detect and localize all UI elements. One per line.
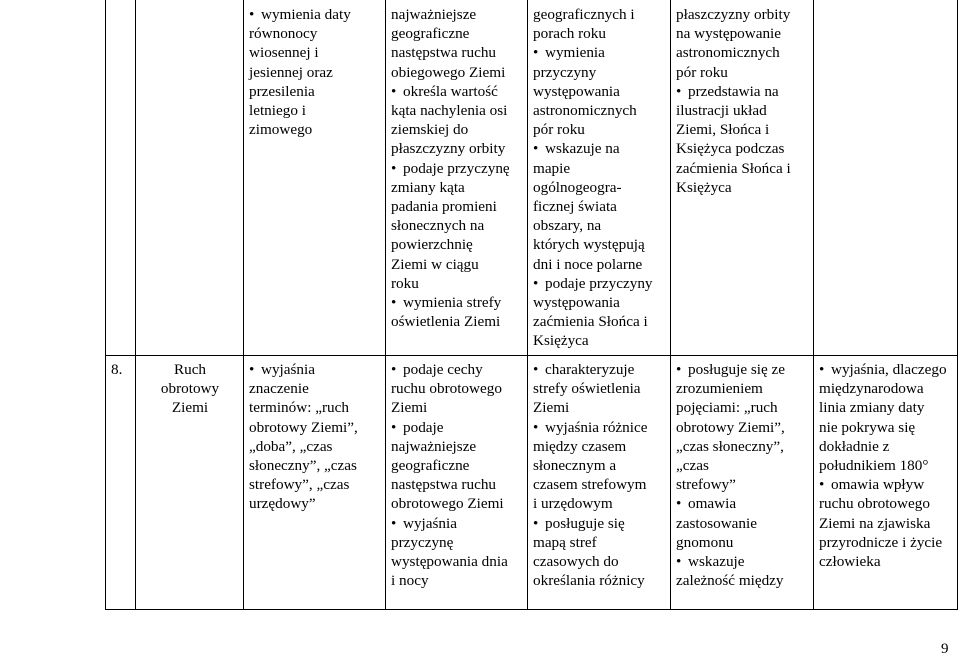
- cell-text-line: [533, 552, 666, 571]
- cell-text-line: [819, 437, 953, 456]
- cell-text-line: [676, 514, 809, 533]
- cell-text-line: [249, 43, 381, 62]
- line-text: kąta nachylenia osi: [391, 102, 508, 120]
- line-text: zaćmienia Słońca i: [676, 159, 791, 177]
- cell-text-line: [819, 494, 953, 513]
- line-text: płaszczyzny orbity: [391, 140, 506, 158]
- cell-text-line: [391, 571, 523, 590]
- line-text: zmiany kąta: [391, 178, 465, 196]
- cell-text-line: [391, 514, 523, 533]
- line-text: „doba”, „czas: [249, 437, 333, 455]
- bullet-icon: [676, 82, 688, 101]
- line-text: roku: [391, 274, 419, 292]
- line-text: najważniejsze: [391, 437, 477, 455]
- cell-text-line: [249, 456, 381, 475]
- cell-text-line: [391, 120, 523, 139]
- cell-text-line: [533, 24, 666, 43]
- line-text: astronomicznych: [533, 102, 637, 120]
- cell-text-line: [676, 552, 809, 571]
- line-text: określa wartość: [403, 82, 498, 100]
- topic-cell: [136, 0, 244, 356]
- line-text: linia zmiany daty: [819, 399, 925, 417]
- line-text: zależność między: [676, 572, 784, 590]
- bullet-icon: [533, 514, 545, 533]
- cell-text-line: [676, 63, 809, 82]
- line-text: Ziemi w ciągu: [391, 255, 479, 273]
- requirements-cell: [528, 0, 671, 356]
- line-text: porach roku: [533, 25, 606, 43]
- cell-text-line: [249, 82, 381, 101]
- cell-text-line: [249, 120, 381, 139]
- cell-text-line: [819, 514, 953, 533]
- bullet-icon: [533, 139, 545, 158]
- line-text: dokładnie z: [819, 437, 890, 455]
- page-number: 9: [941, 641, 949, 657]
- cell-text-line: [391, 379, 523, 398]
- line-text: zastosowanie: [676, 514, 757, 532]
- cell-text-line: [676, 5, 809, 24]
- bullet-icon: [533, 274, 545, 293]
- cell-text-line: [676, 475, 809, 494]
- bullet-icon: [249, 5, 261, 24]
- cell-text-line: [249, 63, 381, 82]
- bullet-icon: [676, 360, 688, 379]
- cell-text-line: [391, 255, 523, 274]
- requirements-cell: [671, 356, 814, 610]
- cell-text-line: [533, 255, 666, 274]
- cell-text-line: [533, 274, 666, 293]
- cell-text-line: [391, 494, 523, 513]
- line-text: wyjaśnia, dlaczego: [831, 361, 947, 378]
- cell-text-line: [391, 456, 523, 475]
- cell-text-line: [819, 552, 953, 571]
- cell-text-line: [533, 43, 666, 62]
- cell-text-line: [391, 159, 523, 178]
- cell-text-line: [676, 398, 809, 417]
- line-text: płaszczyzny orbity: [676, 6, 791, 23]
- line-text: równonocy: [249, 25, 318, 43]
- cell-text-line: [819, 418, 953, 437]
- cell-text-line: [533, 235, 666, 254]
- line-text: geograficzne: [391, 457, 470, 475]
- line-text: obiegowego Ziemi: [391, 63, 506, 81]
- line-text: Księżyca podczas: [676, 140, 785, 158]
- line-text: obszary, na: [533, 217, 602, 235]
- line-text: charakteryzuje: [545, 361, 635, 378]
- topic-line: Ziemi: [171, 399, 209, 417]
- cell-text-line: [676, 82, 809, 101]
- line-text: wymienia strefy: [403, 294, 502, 312]
- cell-text-line: [391, 437, 523, 456]
- requirements-cell: [244, 356, 386, 610]
- cell-text-line: [391, 398, 523, 417]
- bullet-icon: [819, 475, 831, 494]
- line-text: najważniejsze: [391, 6, 477, 23]
- cell-text-line: [249, 379, 381, 398]
- line-text: słonecznym a: [533, 457, 617, 475]
- cell-text-line: [676, 379, 809, 398]
- line-text: przyrodnicze i życie: [819, 533, 943, 551]
- line-text: ogólnogeogra-: [533, 178, 622, 196]
- cell-text-line: [249, 24, 381, 43]
- line-text: mapą stref: [533, 533, 597, 551]
- line-text: występowania: [533, 82, 620, 100]
- cell-text-line: [819, 475, 953, 494]
- cell-text-line: [676, 494, 809, 513]
- cell-text-line: [391, 178, 523, 197]
- cell-text-line: [676, 360, 809, 379]
- line-text: podaje przyczynę: [403, 159, 510, 177]
- line-text: letniego i: [249, 102, 306, 120]
- line-text: przesilenia: [249, 82, 315, 100]
- line-text: wyjaśnia: [261, 361, 315, 378]
- cell-text-line: [676, 456, 809, 475]
- cell-text-line: [533, 82, 666, 101]
- cell-text-line: [391, 24, 523, 43]
- cell-text-line: [391, 63, 523, 82]
- bullet-icon: [391, 360, 403, 379]
- cell-text-line: [676, 101, 809, 120]
- line-text: Księżyca: [676, 178, 732, 196]
- cell-text-line: [533, 437, 666, 456]
- line-text: gnomonu: [676, 533, 734, 551]
- cell-text-line: [391, 43, 523, 62]
- cell-text-line: [533, 475, 666, 494]
- line-text: przyczynę: [391, 533, 454, 551]
- cell-text-line: [533, 63, 666, 82]
- line-text: wyjaśnia różnice: [545, 418, 648, 436]
- line-text: omawia: [688, 495, 737, 513]
- line-text: podaje cechy: [403, 361, 483, 378]
- line-text: „czas: [676, 457, 709, 475]
- line-text: i nocy: [391, 572, 429, 590]
- line-text: obrotowy Ziemi”,: [249, 418, 358, 436]
- line-text: ruchu obrotowego: [819, 495, 930, 513]
- cell-text-line: [533, 571, 666, 590]
- bullet-icon: [819, 360, 831, 379]
- line-text: astronomicznych: [676, 44, 780, 62]
- bullet-icon: [391, 159, 403, 178]
- line-text: znaczenie: [249, 380, 309, 398]
- cell-text-line: [676, 43, 809, 62]
- requirements-cell: [386, 0, 528, 356]
- cell-text-line: [249, 437, 381, 456]
- cell-text-line: [391, 5, 523, 24]
- line-text: podaje przyczyny: [545, 274, 653, 292]
- cell-text-line: [249, 418, 381, 437]
- line-text: zimowego: [249, 121, 313, 139]
- number-cell: [106, 0, 136, 356]
- cell-text-line: [249, 5, 381, 24]
- bullet-icon: [676, 494, 688, 513]
- cell-text-line: [391, 197, 523, 216]
- cell-text-line: [676, 159, 809, 178]
- line-text: strefowy”: [676, 476, 736, 494]
- line-text: między czasem: [533, 437, 627, 455]
- cell-text-line: [391, 274, 523, 293]
- line-text: czasowych do: [533, 553, 619, 571]
- line-text: padania promieni: [391, 198, 497, 216]
- line-text: geograficzne: [391, 25, 470, 43]
- line-text: ziemskiej do: [391, 121, 469, 139]
- cell-text-line: [533, 494, 666, 513]
- cell-text-line: [249, 475, 381, 494]
- cell-text-line: [819, 533, 953, 552]
- line-text: nie pokrywa się: [819, 418, 916, 436]
- line-text: mapie: [533, 159, 571, 177]
- bullet-icon: [533, 418, 545, 437]
- topic-line: Ruch: [173, 361, 207, 378]
- cell-text-line: [533, 101, 666, 120]
- cell-text-line: [533, 418, 666, 437]
- line-text: międzynarodowa: [819, 380, 924, 398]
- cell-text-line: [676, 139, 809, 158]
- cell-text-line: [249, 398, 381, 417]
- curriculum-table: [105, 0, 958, 610]
- line-text: określania różnicy: [533, 572, 645, 590]
- cell-text-line: [391, 235, 523, 254]
- bullet-icon: [391, 418, 403, 437]
- line-text: następstwa ruchu: [391, 476, 497, 494]
- cell-text-line: [249, 494, 381, 513]
- line-text: pór roku: [533, 121, 585, 139]
- cell-text-line: [676, 437, 809, 456]
- line-text: ilustracji układ: [676, 102, 767, 120]
- line-text: podaje: [403, 418, 444, 436]
- line-text: zrozumieniem: [676, 380, 763, 398]
- line-text: Ziemi: [533, 399, 570, 417]
- cell-text-line: [249, 360, 381, 379]
- cell-text-line: [819, 456, 953, 475]
- cell-text-line: [533, 398, 666, 417]
- row-number: 8.: [111, 361, 123, 378]
- line-text: posługuje się ze: [688, 361, 786, 378]
- line-text: wskazuje: [688, 553, 745, 571]
- cell-text-line: [391, 360, 523, 379]
- cell-text-line: [819, 379, 953, 398]
- cell-text-line: [533, 293, 666, 312]
- bullet-icon: [676, 552, 688, 571]
- line-text: strefy oświetlenia: [533, 380, 641, 398]
- line-text: i urzędowym: [533, 495, 613, 513]
- cell-text-line: [249, 101, 381, 120]
- cell-text-line: [676, 418, 809, 437]
- line-text: przedstawia na: [688, 82, 779, 100]
- bullet-icon: [391, 514, 403, 533]
- topic-cell: [136, 356, 244, 610]
- line-text: Ziemi: [391, 399, 428, 417]
- cell-text-line: [676, 533, 809, 552]
- line-text: wskazuje na: [545, 140, 620, 158]
- cell-text-line: [533, 216, 666, 235]
- line-text: południkiem 180°: [819, 457, 929, 475]
- line-text: pojęciami: „ruch: [676, 399, 778, 417]
- cell-text-line: [391, 552, 523, 571]
- line-text: następstwa ruchu: [391, 44, 497, 62]
- cell-text-line: [391, 533, 523, 552]
- cell-text-line: [533, 5, 666, 24]
- number-cell: [106, 356, 136, 610]
- line-text: przyczyny: [533, 63, 597, 81]
- requirements-cell: [244, 0, 386, 356]
- bullet-icon: [249, 360, 261, 379]
- cell-text-line: [533, 379, 666, 398]
- line-text: dni i noce polarne: [533, 255, 643, 273]
- line-text: Księżyca: [533, 332, 589, 350]
- cell-text-line: [533, 312, 666, 331]
- cell-text-line: [391, 475, 523, 494]
- line-text: człowieka: [819, 553, 881, 571]
- line-text: urzędowy”: [249, 495, 316, 513]
- cell-text-line: [391, 312, 523, 331]
- cell-text-line: [676, 120, 809, 139]
- cell-text-line: [533, 139, 666, 158]
- line-text: występowania dnia: [391, 553, 508, 571]
- line-text: powierzchnię: [391, 236, 473, 254]
- line-text: obrotowy Ziemi”,: [676, 418, 785, 436]
- cell-text-line: [391, 139, 523, 158]
- table-row-continued: [106, 0, 958, 356]
- line-text: terminów: „ruch: [249, 399, 349, 417]
- topic-line: obrotowy: [160, 380, 220, 398]
- line-text: pór roku: [676, 63, 728, 81]
- cell-text-line: [819, 398, 953, 417]
- table-row-rotation: [106, 356, 958, 610]
- line-text: słoneczny”, „czas: [249, 457, 357, 475]
- requirements-cell: [814, 356, 958, 610]
- bullet-icon: [391, 82, 403, 101]
- requirements-cell: [386, 356, 528, 610]
- line-text: Ziemi, Słońca i: [676, 121, 770, 139]
- requirements-cell: [671, 0, 814, 356]
- bullet-icon: [533, 360, 545, 379]
- cell-text-line: [533, 120, 666, 139]
- line-text: wymienia daty: [261, 6, 351, 23]
- requirements-cell: [528, 356, 671, 610]
- line-text: wymienia: [545, 44, 605, 62]
- cell-text-line: [533, 331, 666, 350]
- cell-text-line: [676, 24, 809, 43]
- cell-text-line: [533, 159, 666, 178]
- line-text: jesiennej oraz: [249, 63, 333, 81]
- cell-text-line: [676, 178, 809, 197]
- line-text: występowania: [533, 294, 620, 312]
- cell-text-line: [391, 293, 523, 312]
- bullet-icon: [391, 293, 403, 312]
- cell-text-line: [533, 456, 666, 475]
- cell-text-line: [533, 360, 666, 379]
- cell-text-line: [676, 571, 809, 590]
- cell-text-line: [391, 418, 523, 437]
- line-text: strefowy”, „czas: [249, 476, 350, 494]
- cell-text-line: [391, 216, 523, 235]
- cell-text-line: [391, 101, 523, 120]
- line-text: wiosennej i: [249, 44, 319, 62]
- cell-text-line: [533, 197, 666, 216]
- line-text: wyjaśnia: [403, 514, 457, 532]
- line-text: czasem strefowym: [533, 476, 647, 494]
- line-text: ruchu obrotowego: [391, 380, 502, 398]
- cell-text-line: [533, 514, 666, 533]
- line-text: których występują: [533, 236, 645, 254]
- cell-text-line: [533, 178, 666, 197]
- line-text: zaćmienia Słońca i: [533, 313, 648, 331]
- line-text: słonecznych na: [391, 217, 485, 235]
- cell-text-line: [819, 360, 953, 379]
- line-text: Ziemi na zjawiska: [819, 514, 931, 532]
- cell-text-line: [391, 82, 523, 101]
- cell-text-line: [533, 533, 666, 552]
- line-text: geograficznych i: [533, 6, 635, 23]
- line-text: obrotowego Ziemi: [391, 495, 504, 513]
- line-text: omawia wpływ: [831, 476, 925, 494]
- line-text: ficznej świata: [533, 198, 617, 216]
- line-text: „czas słoneczny”,: [676, 437, 784, 455]
- line-text: posługuje się: [545, 514, 625, 532]
- line-text: oświetlenia Ziemi: [391, 313, 501, 331]
- line-text: na występowanie: [676, 25, 782, 43]
- bullet-icon: [533, 43, 545, 62]
- requirements-cell: [814, 0, 958, 356]
